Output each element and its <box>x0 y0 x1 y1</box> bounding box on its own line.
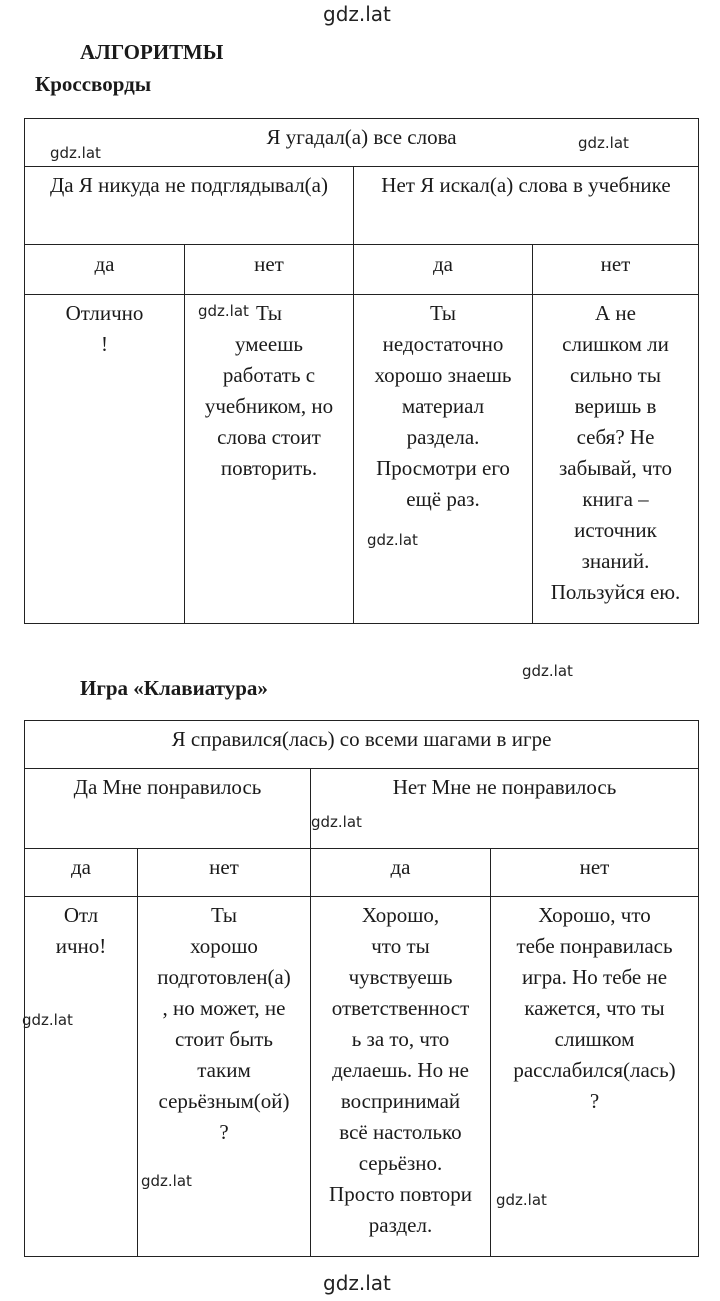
watermark: gdz.lat <box>311 813 362 831</box>
keyboard-cell-4 <box>491 897 699 1257</box>
keyboard-col-3-label: да <box>390 855 411 879</box>
section-title: АЛГОРИТМЫ <box>80 40 224 64</box>
crosswords-col-4 <box>533 245 699 295</box>
keyboard-col-3 <box>311 849 491 897</box>
keyboard-table <box>24 720 699 1257</box>
crosswords-col-3 <box>354 245 533 295</box>
crosswords-top-cell <box>25 119 699 167</box>
crosswords-no-head-text: Нет Я искал(а) слова в учебнике <box>381 173 671 197</box>
crosswords-cell-1-text: Отлично ! <box>65 301 144 356</box>
crosswords-cell-4 <box>533 295 699 624</box>
watermark: gdz.lat <box>578 134 629 152</box>
keyboard-cell-4-text: Хорошо, что тебе понравилась игра. Но тебе не кажется, что ты слишком расслабился(лась) ? <box>513 903 676 1113</box>
watermark: gdz.lat <box>522 662 573 680</box>
crosswords-cell-1 <box>25 295 185 624</box>
crosswords-col-1 <box>25 245 185 295</box>
keyboard-col-4-label: нет <box>579 855 610 879</box>
watermark: gdz.lat <box>22 1011 73 1029</box>
keyboard-top-cell <box>25 721 699 769</box>
crosswords-col-4-label: нет <box>600 252 631 276</box>
keyboard-cell-2 <box>138 897 311 1257</box>
watermark-bottom: gdz.lat <box>323 1271 391 1295</box>
keyboard-top-text: Я справился(лась) со всеми шагами в игре <box>171 727 552 751</box>
crosswords-title: Кроссворды <box>35 72 152 96</box>
crosswords-cell-3-text: Ты недостаточно хорошо знаешь материал раздела. Просмотри его ещё раз. <box>374 301 512 511</box>
watermark: gdz.lat <box>198 302 249 320</box>
crosswords-col-1-label: да <box>94 252 115 276</box>
keyboard-cell-2-text: Ты хорошо подготовлен(а) , но может, не стоит быть таким серьёзным(ой) ? <box>157 903 291 1144</box>
crosswords-cell-2-text: Ты умеешь работать с учебником, но слова стоит повторить. <box>204 301 334 480</box>
keyboard-col-4 <box>491 849 699 897</box>
crosswords-col-2-label: нет <box>254 252 284 276</box>
keyboard-col-1 <box>25 849 138 897</box>
crosswords-cell-3 <box>354 295 533 624</box>
watermark: gdz.lat <box>367 531 418 549</box>
crosswords-col-3-label: да <box>432 252 453 276</box>
crosswords-yes-head-text: Да Я никуда не подглядывал(а) <box>49 173 328 197</box>
keyboard-cell-1 <box>25 897 138 1257</box>
keyboard-yes-head <box>25 769 311 849</box>
keyboard-yes-head-text: Да Мне понравилось <box>73 775 262 799</box>
crosswords-top-text: Я угадал(а) все слова <box>266 125 457 149</box>
watermark: gdz.lat <box>141 1172 192 1190</box>
keyboard-cell-3 <box>311 897 491 1257</box>
keyboard-no-head <box>311 769 699 849</box>
keyboard-game-title: Игра «Клавиатура» <box>80 676 268 700</box>
keyboard-cell-3-text: Хорошо, что ты чувствуешь ответственност ь за то, что делаешь. Но не воспринимай всё настолько серьёзно. Просто повтори раздел. <box>329 903 472 1237</box>
keyboard-col-2-label: нет <box>209 855 239 879</box>
keyboard-no-head-text: Нет Мне не понравилось <box>392 775 617 799</box>
crosswords-cell-2 <box>185 295 354 624</box>
watermark: gdz.lat <box>50 144 101 162</box>
keyboard-cell-1-text: Отл ично! <box>55 903 107 958</box>
crosswords-col-2 <box>185 245 354 295</box>
crosswords-yes-head <box>25 167 354 245</box>
watermark-top: gdz.lat <box>323 2 391 26</box>
keyboard-col-2 <box>138 849 311 897</box>
keyboard-col-1-label: да <box>70 855 91 879</box>
crosswords-no-head <box>354 167 699 245</box>
watermark: gdz.lat <box>496 1191 547 1209</box>
crosswords-table <box>24 118 699 624</box>
crosswords-cell-4-text: А не слишком ли сильно ты веришь в себя? Не забывай, что книга – источник знаний. Пользуйся ею. <box>550 301 681 604</box>
